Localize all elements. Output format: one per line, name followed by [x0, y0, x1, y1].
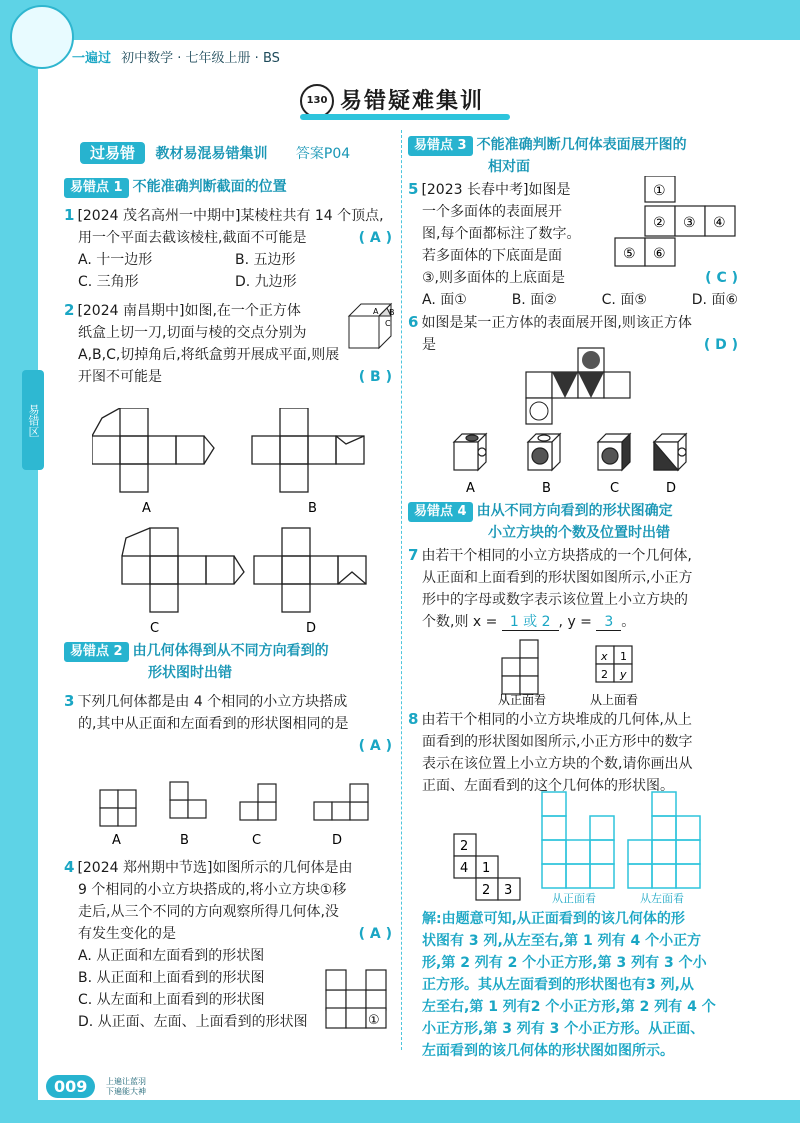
- q4-text1: [2024 郑州期中节选]如图所示的几何体是由: [77, 860, 353, 876]
- q8-text1: 由若干个相同的小立方块堆成的几何体,从上: [421, 712, 692, 728]
- q2-nets: [92, 408, 392, 638]
- point4-tag: 易错点 4: [408, 502, 473, 522]
- q3-label-b: B: [180, 833, 189, 848]
- q6-options: [450, 432, 730, 498]
- q7-grid-1: 1: [620, 650, 627, 663]
- q4-option-d: D. 从正面、左面、上面看到的形状图: [78, 1014, 308, 1030]
- q6-label-d: D: [666, 481, 677, 496]
- q3-text1: 下列几何体都是由 4 个相同的小立方块搭成: [77, 694, 348, 710]
- q8-grid-4: 4: [460, 861, 469, 876]
- point2-title2: 形状图时出错: [148, 665, 232, 681]
- q6-number: 6: [408, 313, 419, 331]
- q5-cell-3: ③: [683, 215, 696, 231]
- net-label-a: A: [142, 501, 151, 516]
- q5-text2: 一个多面体的表面展开: [422, 204, 562, 220]
- q3-label-d: D: [332, 833, 343, 848]
- q6-answer: ( D ): [703, 337, 738, 353]
- q8-grid-1: 1: [482, 861, 491, 876]
- q6-label-b: B: [542, 481, 551, 496]
- q2-number: 2: [64, 301, 75, 319]
- q8-figures: [450, 790, 740, 910]
- q3-figures: [92, 770, 392, 850]
- title-block: [300, 82, 510, 116]
- net-label-b: B: [308, 501, 317, 516]
- solution-line-2: 状图有 3 列,从左至右,第 1 列有 4 个小正方: [422, 933, 702, 949]
- q5-cell-6: ⑥: [653, 246, 666, 262]
- left-column: [64, 176, 392, 388]
- q1-text: [2024 茂名高州一中期中]某棱柱共有 14 个顶点,: [77, 208, 384, 224]
- q6-label-c: C: [610, 481, 620, 496]
- point4-title1: 由从不同方向看到的形状图确定: [476, 503, 673, 519]
- q1-option-c: C. 三角形: [78, 274, 139, 290]
- q7-y-answer: 3: [596, 614, 621, 631]
- solution-line-4: 正方形。其从左面看到的形状图也有3 列,从: [422, 977, 694, 993]
- header-subtitle: 初中数学 · 七年级上册 · BS: [121, 51, 280, 66]
- q8-grid-3: 3: [504, 883, 513, 898]
- q2-cube-figure: [345, 302, 395, 352]
- footer-line1: 上遍让蓝羽: [106, 1077, 146, 1086]
- q5-text1: [2023 长春中考]如图是: [421, 182, 571, 198]
- side-tab: 易错区: [22, 370, 44, 470]
- q5-option-a: A. 面①: [422, 292, 467, 308]
- q7: [408, 544, 738, 633]
- solution-line-3: 形,第 2 列有 2 个小正方形,第 3 列有 3 个小: [422, 955, 707, 971]
- q3-answer: ( A ): [358, 738, 392, 754]
- q2-cube-label-a: A: [373, 307, 379, 316]
- q3-label-a: A: [112, 833, 121, 848]
- q7-figures: [494, 636, 654, 708]
- q7-text1: 由若干个相同的小立方块搭成的一个几何体,: [421, 548, 692, 564]
- q4-figure: [322, 960, 394, 1030]
- point4-heading: [408, 500, 738, 522]
- column-divider: [401, 130, 402, 1050]
- q3: [64, 690, 392, 757]
- point3-heading: [408, 134, 738, 156]
- q7-top-label: 从上面看: [590, 693, 639, 707]
- solution-line-6: 小正方形,第 3 列有 3 个小正方形。从正面、: [422, 1021, 705, 1037]
- q2-text1: [2024 南昌期中]如图,在一个正方体: [77, 303, 301, 319]
- q1: [64, 204, 392, 293]
- q7-front-label: 从正面看: [498, 693, 547, 707]
- section-header: [80, 142, 350, 164]
- point4-title2: 小立方块的个数及位置时出错: [488, 525, 670, 541]
- q1-option-a: A. 十一边形: [78, 252, 153, 268]
- point3-title1: 不能准确判断几何体表面展开图的: [476, 137, 687, 153]
- q4-option-a: A. 从正面和左面看到的形状图: [78, 948, 265, 964]
- q1-text2: 用一个平面去截该棱柱,截面不可能是: [78, 230, 307, 246]
- q2-answer: ( B ): [358, 369, 392, 385]
- point1-title: 不能准确判断截面的位置: [132, 179, 287, 195]
- q2-text3: A,B,C,切掉角后,将纸盒剪开展成平面,则展: [78, 347, 340, 363]
- q8-grid-2a: 2: [460, 839, 469, 854]
- q5-net: [605, 176, 737, 268]
- q6-text1: 如图是某一正方体的表面展开图,则该正方体: [421, 315, 692, 331]
- q7-grid-2: 2: [601, 668, 608, 681]
- q8-number: 8: [408, 710, 419, 728]
- solution-line-1: 解:由题意可知,从正面看到的该几何体的形: [422, 911, 685, 927]
- page-title: 易错疑难集训: [340, 89, 485, 114]
- q4-text2: 9 个相同的小立方块搭成的,将小立方块①移: [78, 882, 347, 898]
- solution-line-7: 左面看到的该几何体的形状图如图所示。: [422, 1043, 674, 1059]
- q7-grid-y: y: [620, 668, 627, 681]
- left-column-lower: [64, 640, 392, 757]
- q7-x-answer: 1 或 2: [502, 614, 559, 631]
- q2-text2: 纸盒上切一刀,切面与棱的交点分别为: [78, 325, 307, 341]
- header: [72, 47, 280, 66]
- q8-text2: 面看到的形状图如图所示,小正方形中的数字: [422, 734, 693, 750]
- q8-text3: 表示在该位置上小立方块的个数,请你画出从: [422, 756, 693, 772]
- q5-text3: 图,每个面都标注了数字。: [422, 226, 581, 242]
- q3-number: 3: [64, 692, 75, 710]
- q7-text3: 形中的字母或数字表示该位置上小立方块的: [422, 592, 688, 608]
- brand-logo: 一遍过: [72, 51, 112, 66]
- q8-text4: 正面、左面看到的这个几何体的形状图。: [422, 778, 674, 794]
- point2-tag: 易错点 2: [64, 642, 129, 662]
- point1-tag: 易错点 1: [64, 178, 129, 198]
- q5-cell-5: ⑤: [623, 246, 636, 262]
- q6-text2: 是: [422, 337, 436, 353]
- q7-text4-mid: , y =: [558, 614, 592, 630]
- q4-option-b: B. 从正面和上面看到的形状图: [78, 970, 265, 986]
- q7-text2: 从正面和上面看到的形状图如图所示,小正方: [422, 570, 693, 586]
- q4-text4: 有发生变化的是: [78, 926, 176, 942]
- point3-title2: 相对面: [488, 159, 530, 175]
- q4-text3: 走后,从三个不同的方向观察所得几何体,没: [78, 904, 339, 920]
- net-b: [252, 408, 364, 492]
- q5-option-c: C. 面⑤: [601, 292, 647, 308]
- point2-title1: 由几何体得到从不同方向看到的: [132, 643, 329, 659]
- q8: [408, 708, 738, 797]
- q5-option-d: D. 面⑥: [691, 292, 738, 308]
- q6-net: [524, 346, 634, 428]
- q5-answer: ( C ): [705, 270, 738, 286]
- section-label: 过易错: [80, 142, 145, 164]
- q7-text4-post: 。: [621, 614, 636, 630]
- q5-text5: ③,则多面体的上底面是: [422, 270, 566, 286]
- page-number: 009: [46, 1075, 95, 1098]
- q5-option-b: B. 面②: [511, 292, 557, 308]
- q2-cube-label-c: C: [385, 319, 391, 328]
- q4-answer: ( A ): [358, 926, 392, 942]
- solution-line-5: 左至右,第 1 列有2 个小正方形,第 2 列有 4 个: [422, 999, 716, 1015]
- answer-ref: 答案P04: [295, 146, 351, 162]
- footer: [36, 1075, 176, 1105]
- q5-cell-4: ④: [713, 215, 726, 231]
- q2-text4: 开图不可能是: [78, 369, 162, 385]
- q5-cell-1: ①: [653, 183, 666, 199]
- q3-text2: 的,其中从正面和左面看到的形状图相同的是: [78, 716, 349, 732]
- footer-line2: 下遍能大神: [106, 1087, 146, 1096]
- footer-slogan: [106, 1077, 146, 1097]
- q2: [64, 299, 392, 388]
- net-d: [254, 528, 366, 612]
- q7-grid-x: x: [601, 650, 608, 663]
- q4-option-c: C. 从左面和上面看到的形状图: [78, 992, 265, 1008]
- top-bar: [0, 0, 800, 40]
- q8-grid-2b: 2: [482, 883, 491, 898]
- title-underline: [300, 114, 510, 120]
- q7-number: 7: [408, 546, 419, 564]
- net-c: [122, 528, 244, 612]
- net-label-c: C: [150, 621, 160, 636]
- q2-cube-label-b: B: [389, 308, 395, 317]
- q1-option-b: B. 五边形: [235, 252, 296, 268]
- star-badge-icon: 130: [300, 84, 334, 118]
- point1-heading: [64, 176, 392, 198]
- q7-text4-pre: 个数,则 x =: [422, 614, 498, 630]
- q6-label-a: A: [466, 481, 475, 496]
- point2-heading: [64, 640, 392, 662]
- point3-tag: 易错点 3: [408, 136, 473, 156]
- net-a: [92, 408, 214, 492]
- right-column-lower: [408, 500, 738, 633]
- q1-number: 1: [64, 206, 75, 224]
- q5-text4: 若多面体的下底面是面: [422, 248, 562, 264]
- q5-cell-2: ②: [653, 215, 666, 231]
- mascot-logo: [10, 5, 74, 69]
- q5-number: 5: [408, 180, 419, 198]
- net-label-d: D: [306, 621, 317, 636]
- q8-left-label: 从左面看: [640, 892, 684, 905]
- q1-answer: ( A ): [358, 230, 392, 246]
- q1-option-d: D. 九边形: [235, 274, 297, 290]
- q8-front-label: 从正面看: [552, 892, 596, 905]
- q4-cube-mark: ①: [368, 1013, 380, 1028]
- section-subtitle: 教材易混易错集训: [155, 146, 268, 162]
- q8-solution: [422, 908, 740, 1062]
- q4-number: 4: [64, 858, 75, 876]
- q3-label-c: C: [252, 833, 262, 848]
